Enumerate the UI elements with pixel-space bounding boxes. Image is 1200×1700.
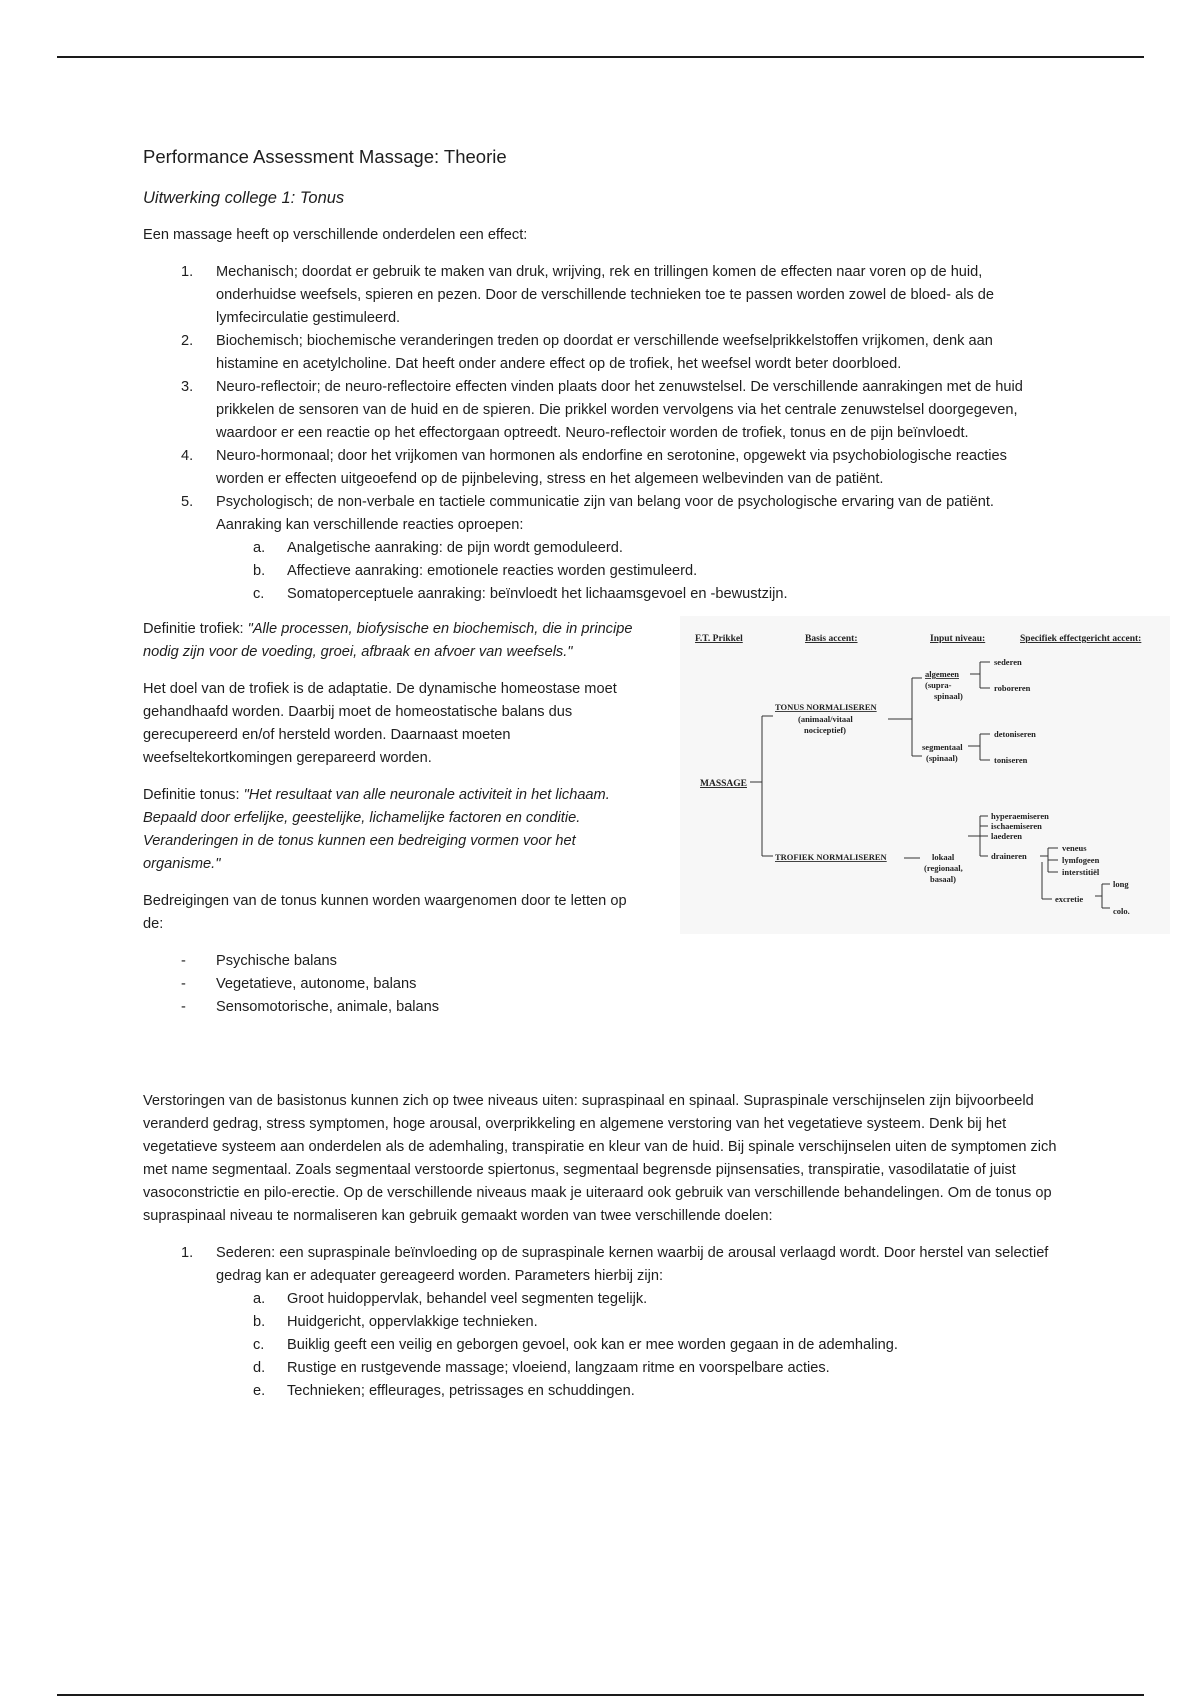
sub-list-letter: e. [253,1383,266,1399]
diagram-leaf: long [1113,879,1129,889]
dash-bullet: - [181,999,186,1015]
list-item [143,996,648,1019]
effects-list [143,261,1058,606]
diagram-leaf: hyperaemiseren [991,811,1049,821]
definition-label: Definitie tonus: [143,787,244,803]
sub-list-item [143,1357,1058,1380]
diagram-node-lokaal: basaal) [930,874,956,884]
diagram-leaf: interstitiël [1062,867,1100,877]
diagram-node-segmentaal: (spinaal) [926,753,958,763]
list-item [143,973,648,996]
list-item-text: Mechanisch; doordat er gebruik te maken van druk, wrijving, rek en trillingen komen de effecten naar voren op de huid, onderhuidse weefsels, spieren en pezen. Door de verschillende technieken toe te passen worden zowel de bloed- als de lymfecirculatie gestimuleerd. [216,264,995,326]
list-item-text: Vegetatieve, autonome, balans [216,976,417,992]
disturbances-paragraph: Verstoringen van de basistonus kunnen zich op twee niveaus uiten: supraspinaal en spinaal. Supraspinale verschijnselen zijn bijvoorbeeld veranderd gedrag, stress symptomen, hoge arousal, overprikkeling en algemene verstoring van het vegetatieve systeem. Denk bij het vegetatieve systeem aan onderdelen als de ademhaling, transpiratie en kleur van de huid. Bij spinale verschijnselen uiten de symptomen zich met name segmentaal. Zoals segmentaal verstoorde spiertonus, segmentaal begrensde pijnsensaties, transpiratie, vasodilatatie of juist vasoconstrictie en pilo-erectie. Op de verschillende niveaus maak je uiteraard ook gebruik van verschillende behandelingen. Om de tonus op supraspinaal niveau te normaliseren kan gebruik gemaakt worden van twee verschillende doelen: [143,1093,1057,1224]
diagram-leaf: ischaemiseren [991,821,1042,831]
dash-bullet: - [181,953,186,969]
sub-list-text: Groot huidoppervlak, behandel veel segmenten tegelijk. [287,1291,648,1307]
definition-tonus [143,784,648,876]
list-number: 2. [181,333,194,349]
list-item [143,261,1058,330]
sub-list-letter: b. [253,563,266,579]
diagram-leaf: detoniseren [994,729,1036,739]
goals-list [143,1242,1058,1403]
diagram-leaf: sederen [994,657,1022,667]
list-number: 1. [181,264,194,280]
list-item [143,376,1058,445]
list-item [143,1242,1058,1403]
list-item [143,491,1058,606]
threats-list [143,950,648,1019]
diagram-header: Specifiek effectgericht accent: [1020,634,1142,644]
dash-bullet: - [181,976,186,992]
list-item-text: Psychologisch; de non-verbale en tactiele communicatie zijn van belang voor de psychologische ervaring van de patiënt. Aanraking kan verschillende reacties oproepen: [216,494,994,533]
list-number: 4. [181,448,194,464]
sub-list-letter: c. [253,1337,265,1353]
diagram-node-algemeen: spinaal) [934,691,963,701]
document-body [143,144,1142,1415]
definition-quote: "Het resultaat van alle neuronale activiteit in het lichaam. Bepaald door erfelijke, geestelijke, lichamelijke factoren en conditie. Veranderingen in de tonus kunnen een bedreiging vormen voor het organisme." [143,787,610,872]
definition-trofiek [143,618,648,664]
diagram-leaf: toniseren [994,755,1028,765]
diagram-header: Basis accent: [805,634,858,644]
list-item-text: Neuro-reflectoir; de neuro-reflectoire effecten vinden plaats door het zenuwstelsel. De verschillende aanrakingen met de huid prikkelen de sensoren van de huid en de spieren. Die prikkel worden vervolgens via het centrale zenuwstelsel doorgegeven, waardoor er een reactie op het effectorgaan optreedt. Neuro-reflectoir worden de trofiek, tonus en de pijn beïnvloedt. [216,379,1023,441]
list-number: 1. [181,1245,194,1261]
sub-list-text: Huidgericht, oppervlakkige technieken. [287,1314,538,1330]
diagram-leaf: draineren [991,851,1027,861]
trofiek-goal-text: Het doel van de trofiek is de adaptatie. De dynamische homeostase moet gehandhaafd worden. Daarbij moet de homeostatische balans dus gerecupereerd en/of hersteld worden. Daarnaast moeten weefseltekortkomingen gerepareerd worden. [143,681,617,766]
sub-list-text: Analgetische aanraking: de pijn wordt gemoduleerd. [287,540,623,556]
diagram-header: F.T. Prikkel [695,634,743,644]
top-rule [57,56,1144,58]
definition-label: Definitie trofiek: [143,621,248,637]
sub-list-text: Technieken; effleurages, petrissages en schuddingen. [287,1383,635,1399]
diagram-leaf: colo. [1113,906,1130,916]
list-item [143,445,1058,491]
list-item [143,330,1058,376]
psych-sublist [143,537,1058,606]
sub-list-text: Rustige en rustgevende massage; vloeiend, langzaam ritme en voorspelbare acties. [287,1360,830,1376]
massage-effects-diagram [680,616,1170,934]
page-subtitle: Uitwerking college 1: Tonus [143,189,345,207]
sub-list-item [143,1334,1058,1357]
sub-list-item [143,560,1058,583]
sub-list-letter: b. [253,1314,266,1330]
diagram-leaf: veneus [1062,843,1087,853]
diagram-leaf: laederen [991,831,1023,841]
list-item-text: Neuro-hormonaal; door het vrijkomen van hormonen als endorfine en serotonine, opgewekt via psychobiologische reacties worden er effecten uitgeoefend op de pijnbeleving, stress en het algemeen welbevinden van de patiënt. [216,448,1007,487]
diagram-node-algemeen: (supra- [925,680,952,690]
diagram-node-tonus-sub: (animaal/vitaal [798,714,853,724]
diagram-node-trofiek: TROFIEK NORMALISEREN [775,852,887,862]
sub-list-item [143,1380,1058,1403]
diagram-node-lokaal: lokaal [932,852,955,862]
sub-list-item [143,1311,1058,1334]
sub-list-text: Affectieve aanraking: emotionele reacties worden gestimuleerd. [287,563,698,579]
diagram-header: Input niveau: [930,634,986,644]
sub-list-item [143,1288,1058,1311]
threats-intro: Bedreigingen van de tonus kunnen worden waargenomen door te letten op de: [143,893,627,932]
definition-quote: "Alle processen, biofysische en biochemisch, die in principe nodig zijn voor de voeding, groei, afbraak en afvoer van weefsels." [143,621,633,660]
sederen-params-list [143,1288,1058,1403]
diagram-node-lokaal: (regionaal, [924,863,963,873]
diagram-leaf: excretie [1055,894,1084,904]
sub-list-item [143,537,1058,560]
sub-list-letter: c. [253,586,265,602]
sub-list-letter: a. [253,1291,266,1307]
diagram-node-algemeen: algemeen [925,669,959,679]
list-number: 3. [181,379,194,395]
sub-list-letter: a. [253,540,266,556]
list-item-text: Sensomotorische, animale, balans [216,999,440,1015]
bottom-rule [57,1694,1144,1696]
diagram-node-segmentaal: segmentaal [922,742,963,752]
list-item-text: Sederen: een supraspinale beïnvloeding op de supraspinale kernen waarbij de arousal verlaagd wordt. Door herstel van selectief gedrag kan er adequater gereageerd worden. Parameters hierbij zijn: [216,1245,1049,1284]
sub-list-text: Somatoperceptuele aanraking: beïnvloedt het lichaamsgevoel en -bewustzijn. [287,586,788,602]
diagram-node-tonus: TONUS NORMALISEREN [775,702,877,712]
definitions-section [143,618,1142,1086]
sub-list-letter: d. [253,1360,266,1376]
diagram-background [680,616,1170,934]
sub-list-text: Buiklig geeft een veilig en geborgen gevoel, ook kan er mee worden gegaan in de ademhaling. [287,1337,898,1353]
list-item-text: Psychische balans [216,953,337,969]
diagram-leaf: lymfogeen [1062,855,1100,865]
list-item [143,950,648,973]
page-title: Performance Assessment Massage: Theorie [143,146,507,167]
list-item-text: Biochemisch; biochemische veranderingen treden op doordat er verschillende weefselprikkelstoffen vrijkomen, denk aan histamine en acetylcholine. Dat heeft onder andere effect op de trofiek, het weefsel wordt beter doorbloed. [216,333,993,372]
diagram-node-massage: MASSAGE [700,779,747,789]
diagram-leaf: roboreren [994,683,1031,693]
sub-list-item [143,583,1058,606]
definitions-column [143,618,648,1019]
diagram-node-tonus-sub: nociceptief) [804,725,847,735]
intro-text: Een massage heeft op verschillende onderdelen een effect: [143,227,528,243]
list-number: 5. [181,494,194,510]
